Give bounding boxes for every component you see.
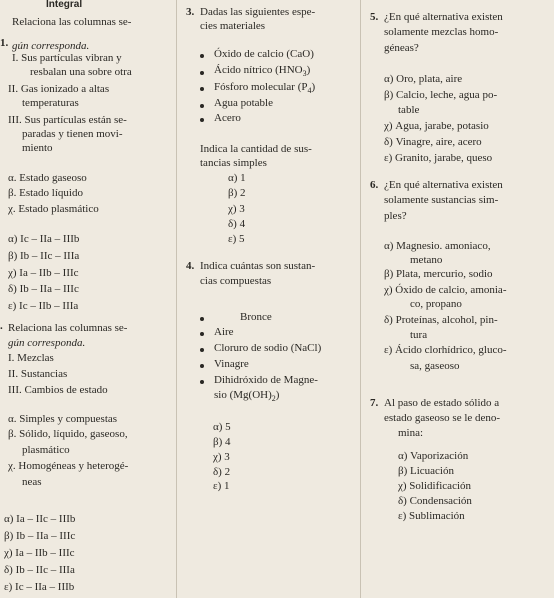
- answer-option[interactable]: ε) Ic – IIb – IIIa: [8, 300, 79, 312]
- question-text: Al paso de estado sólido a: [384, 397, 500, 409]
- answer-option[interactable]: ε) Ácido clorhídrico, gluco-: [384, 344, 507, 356]
- bullet-icon: [200, 364, 204, 368]
- roman-item: III. Cambios de estado: [8, 384, 108, 396]
- species-item: Agua potable: [214, 97, 273, 109]
- answer-option[interactable]: χ) Solidificación: [398, 480, 472, 492]
- question-text: cias compuestas: [200, 275, 272, 287]
- bullet-icon: [200, 104, 204, 108]
- greek-item: plasmático: [22, 444, 70, 456]
- roman-item: II. Sustancias: [8, 368, 68, 380]
- answer-option[interactable]: χ) Agua, jarabe, potasio: [384, 120, 489, 132]
- answer-option[interactable]: ε) Sublimación: [398, 510, 465, 522]
- greek-item: neas: [22, 476, 42, 488]
- bullet-icon: [200, 348, 204, 352]
- answer-option[interactable]: β) Licuación: [398, 465, 454, 477]
- answer-option[interactable]: ε) Ic – IIa – IIIb: [4, 581, 75, 593]
- question-text: cies materiales: [200, 20, 266, 32]
- answer-option[interactable]: δ) 2: [213, 466, 231, 478]
- roman-item: III. Sus partículas están se-: [8, 114, 127, 126]
- answer-option[interactable]: δ) Proteínas, alcohol, pin-: [384, 314, 498, 326]
- answer-option[interactable]: δ) Vinagre, aire, acero: [384, 136, 482, 148]
- question-text: tancias simples: [200, 157, 267, 169]
- roman-item: miento: [22, 142, 53, 154]
- column-rule: [360, 0, 361, 598]
- answer-option-continued: table: [398, 104, 420, 116]
- question-number: 3.: [186, 6, 195, 18]
- bullet-icon: [200, 317, 204, 321]
- answer-option[interactable]: α) Vaporización: [398, 450, 469, 462]
- answer-option[interactable]: β) 4: [213, 436, 231, 448]
- bullet-icon: [200, 87, 204, 91]
- substance-item: Bronce: [240, 311, 272, 323]
- question-number: 7.: [370, 397, 379, 409]
- question-text: Relaciona las columnas se-: [12, 16, 132, 28]
- bullet-icon: [200, 71, 204, 75]
- question-text: Indica la cantidad de sus-: [200, 143, 312, 155]
- substance-item: Dihidróxido de Magne-: [214, 374, 318, 386]
- answer-option[interactable]: χ) 3: [228, 203, 245, 215]
- species-item: Óxido de calcio (CaO): [214, 48, 314, 60]
- substance-item: sio $(Mg(OH)_2)$: [214, 389, 280, 404]
- answer-option[interactable]: α) 1: [228, 172, 246, 184]
- answer-option[interactable]: χ) Ia – IIb – IIIc: [8, 267, 79, 279]
- answer-option[interactable]: ε) Granito, jarabe, queso: [384, 152, 493, 164]
- question-number: 4.: [186, 260, 195, 272]
- greek-item: β. Estado líquido: [8, 187, 83, 199]
- roman-item: paradas y tienen movi-: [22, 128, 123, 140]
- greek-item: α. Simples y compuestas: [8, 413, 118, 425]
- question-text: ples?: [384, 210, 407, 222]
- question-text: gún corresponda.: [12, 40, 90, 52]
- answer-option[interactable]: α) Ic – IIa – IIIb: [8, 233, 80, 245]
- answer-option[interactable]: β) Ib – IIc – IIIa: [8, 250, 80, 262]
- species-item: Ácido nítrico $(HNO_3)$: [214, 64, 311, 79]
- answer-option[interactable]: δ) Ib – IIa – IIIc: [8, 283, 79, 295]
- header-tag: Integral: [46, 0, 83, 10]
- answer-option-continued: metano: [410, 254, 443, 266]
- answer-option[interactable]: δ) Ib – IIc – IIIa: [4, 564, 75, 576]
- question-text: gún corresponda.: [8, 337, 86, 349]
- question-text: estado gaseoso se le deno-: [384, 412, 501, 424]
- column-rule: [176, 0, 177, 598]
- answer-option[interactable]: α) 5: [213, 421, 231, 433]
- question-text: géneas?: [384, 42, 419, 54]
- answer-option[interactable]: α) Oro, plata, aire: [384, 73, 463, 85]
- answer-option[interactable]: α) Magnesio. amoniaco,: [384, 240, 491, 252]
- species-item: Fósforo molecular $(P_4)$: [214, 81, 316, 96]
- answer-option[interactable]: β) Ib – IIa – IIIc: [4, 530, 76, 542]
- answer-option[interactable]: β) 2: [228, 187, 246, 199]
- question-text: Dadas las siguientes espe-: [200, 6, 316, 18]
- answer-option[interactable]: ε) 1: [213, 480, 230, 492]
- species-item: Acero: [214, 112, 241, 124]
- question-text: ¿En qué alternativa existen: [384, 11, 503, 23]
- roman-item: I. Sus partículas vibran y: [12, 52, 122, 64]
- bullet-icon: [200, 380, 204, 384]
- question-text: solamente sustancias sim-: [384, 194, 499, 206]
- greek-item: χ. Estado plasmático: [8, 203, 99, 215]
- answer-option-continued: tura: [410, 329, 428, 341]
- answer-option[interactable]: δ) Condensación: [398, 495, 472, 507]
- roman-item: temperaturas: [22, 97, 79, 109]
- question-text: mina:: [398, 427, 424, 439]
- roman-item: resbalan una sobre otra: [30, 66, 132, 78]
- answer-option[interactable]: β) Plata, mercurio, sodio: [384, 268, 493, 280]
- question-number: .: [0, 320, 3, 332]
- answer-option[interactable]: χ) 3: [213, 451, 230, 463]
- answer-option[interactable]: ε) 5: [228, 233, 245, 245]
- answer-option-continued: co, propano: [410, 298, 462, 310]
- answer-option[interactable]: χ) Ia – IIb – IIIc: [4, 547, 75, 559]
- greek-item: χ. Homogéneas y heterogé-: [8, 460, 129, 472]
- question-number: 1.: [0, 37, 9, 49]
- answer-option[interactable]: χ) Óxido de calcio, amonia-: [384, 284, 507, 296]
- greek-item: α. Estado gaseoso: [8, 172, 87, 184]
- roman-item: II. Gas ionizado a altas: [8, 83, 110, 95]
- substance-item: Aire: [214, 326, 234, 338]
- question-number: 5.: [370, 11, 379, 23]
- question-text: Relaciona las columnas se-: [8, 322, 128, 334]
- question-number: 6.: [370, 179, 379, 191]
- bullet-icon: [200, 54, 204, 58]
- question-text: solamente mezclas homo-: [384, 26, 499, 38]
- roman-item: I. Mezclas: [8, 352, 54, 364]
- bullet-icon: [200, 332, 204, 336]
- question-text: ¿En qué alternativa existen: [384, 179, 503, 191]
- bullet-icon: [200, 118, 204, 122]
- substance-item: Vinagre: [214, 358, 249, 370]
- answer-option[interactable]: β) Calcio, leche, agua po-: [384, 89, 498, 101]
- answer-option[interactable]: α) Ia – IIc – IIIb: [4, 513, 76, 525]
- answer-option[interactable]: δ) 4: [228, 218, 246, 230]
- answer-option-continued: sa, gaseoso: [410, 360, 460, 372]
- greek-item: β. Sólido, líquido, gaseoso,: [8, 428, 128, 440]
- question-text: Indica cuántas son sustan-: [200, 260, 316, 272]
- substance-item: Cloruro de sodio (NaCl): [214, 342, 322, 354]
